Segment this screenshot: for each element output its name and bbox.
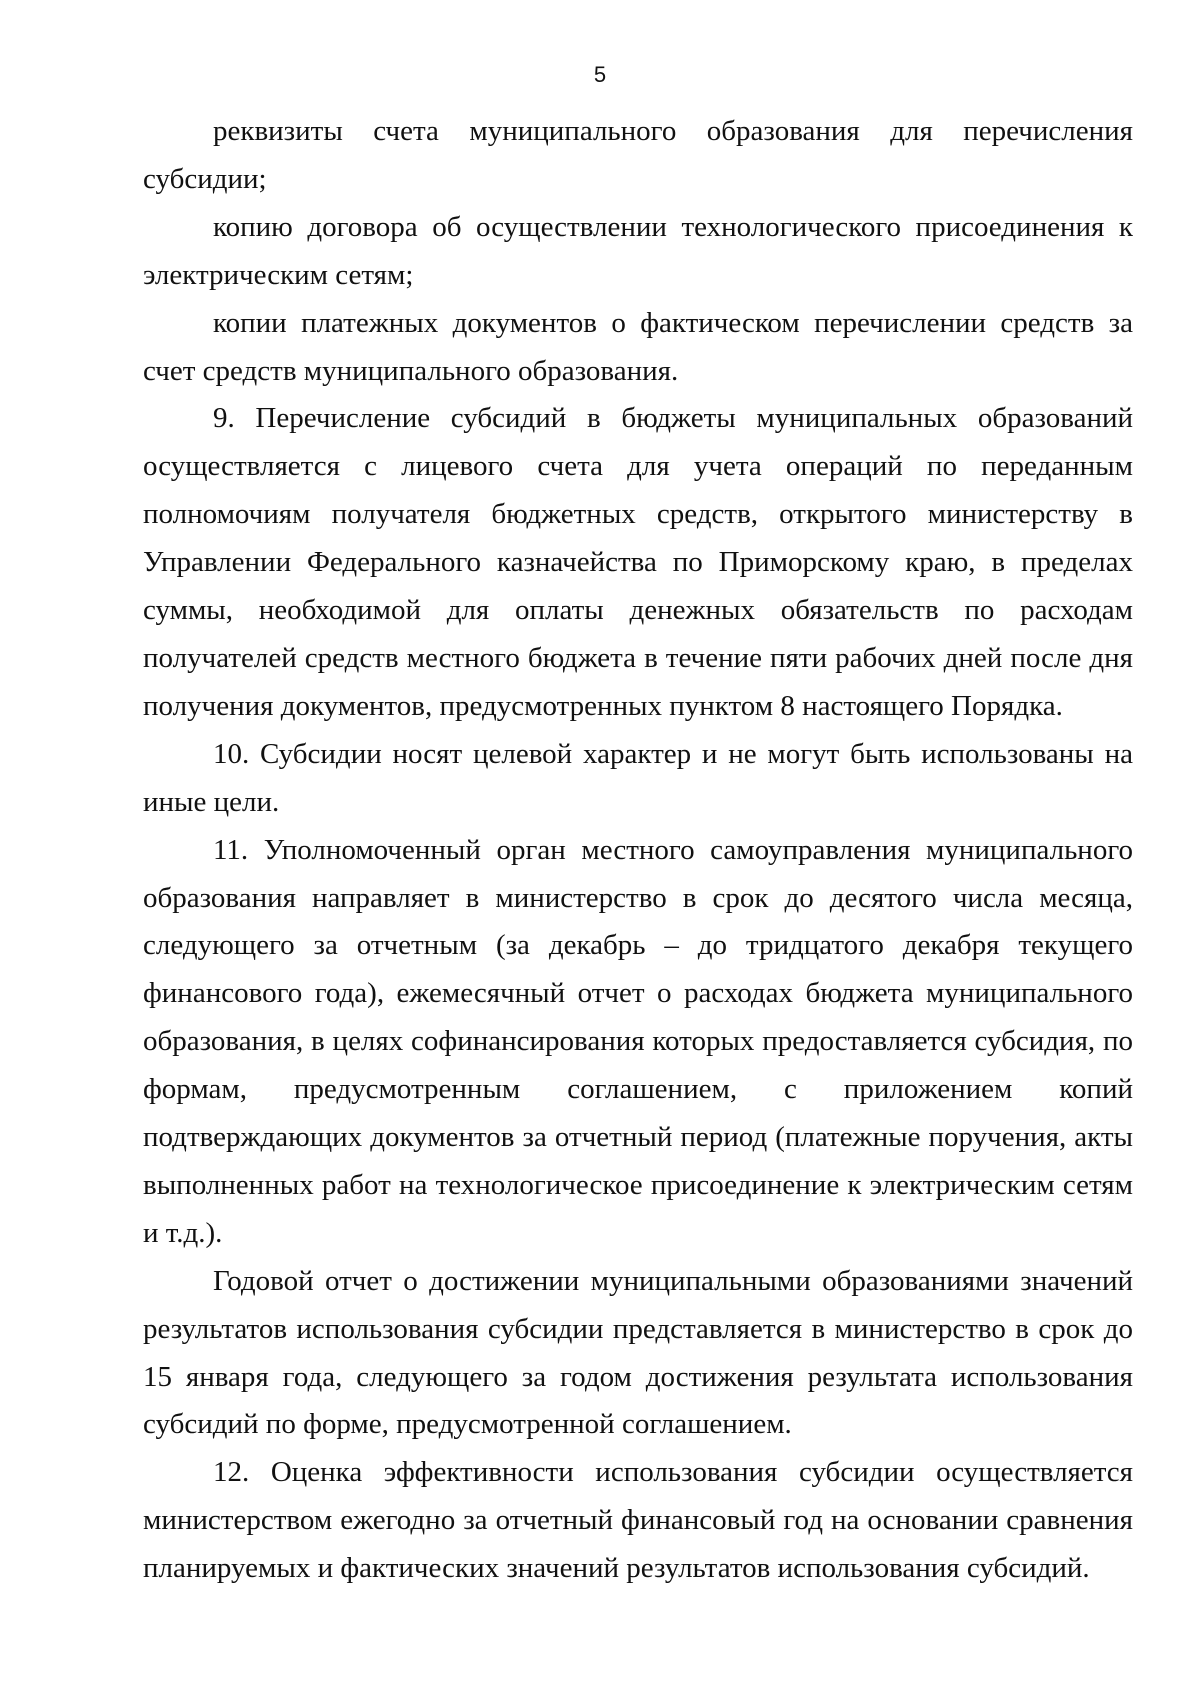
page-number: 5 bbox=[593, 62, 607, 87]
paragraph-annual-report: Годовой отчет о достижении муниципальными образованиями значений результатов использования субсидии представляется в министерство в срок до 15 января года, следующего за годом достижения результата использования субсидий по форме, предусмотренной соглашением. bbox=[143, 1264, 1133, 1441]
paragraph-item-10: 10. Субсидии носят целевой характер и не могут быть использованы на иные цели. bbox=[143, 737, 1133, 818]
paragraph-contract-copy: копию договора об осуществлении технологического присоединения к электрическим сетям; bbox=[143, 210, 1133, 291]
paragraph-payment-documents: копии платежных документов о фактическом перечислении средств за счет средств муниципального образования. bbox=[143, 306, 1133, 387]
paragraph-item-12: 12. Оценка эффективности использования субсидии осуществляется министерством ежегодно за отчетный финансовый год на основании сравнения планируемых и фактических значений результатов использования субсидий. bbox=[143, 1456, 1133, 1585]
document-body bbox=[143, 108, 1133, 1593]
paragraph-requisites: реквизиты счета муниципального образования для перечисления субсидии; bbox=[143, 115, 1133, 195]
paragraph-item-11: 11. Уполномоченный орган местного самоуправления муниципального образования направляет в министерство в срок до десятого числа месяца, следующего за отчетным (за декабрь – до тридцатого декабря текущего финансового года), ежемесячный отчет о расходах бюджета муниципального образования, в целях софинансирования которых предоставляется субсидия, по формам, предусмотренным соглашением, с приложением копий подтверждающих документов за отчетный период (платежные поручения, акты выполненных работ на технологическое присоединение к электрическим сетям и т.д.). bbox=[143, 833, 1133, 1249]
paragraph-item-9: 9. Перечисление субсидий в бюджеты муниципальных образований осуществляется с лицевого счета для учета операций по переданным полномочиям получателя бюджетных средств, открытого министерству в Управлении Федерального казначейства по Приморскому краю, в пределах суммы, необходимой для оплаты денежных обязательств по расходам получателей средств местного бюджета в течение пяти рабочих дней после дня получения документов, предусмотренных пунктом 8 настоящего Порядка. bbox=[143, 402, 1133, 722]
